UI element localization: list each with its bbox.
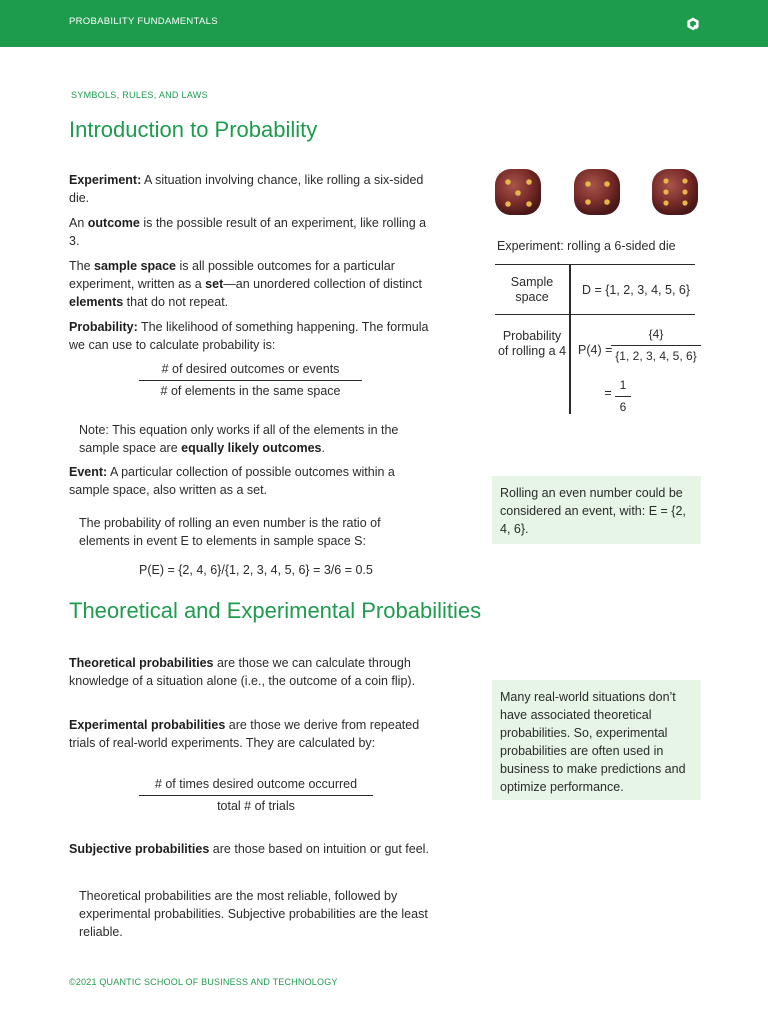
probability-definition	[69, 318, 429, 354]
intro-heading: Introduction to Probability	[69, 117, 318, 142]
page-header	[0, 0, 768, 47]
outcome-pre: An	[69, 216, 88, 230]
formula-numerator: # of desired outcomes or events	[139, 360, 362, 381]
sample-space-pre: The	[69, 259, 95, 273]
experimental-numerator: # of times desired outcome occurred	[139, 775, 373, 796]
p4-result	[615, 376, 631, 416]
p4-lhs: P(4) =	[578, 343, 613, 357]
set-term: set	[205, 277, 224, 291]
experimental-definition	[69, 716, 429, 752]
header-title: PROBABILITY FUNDAMENTALS	[69, 16, 218, 27]
experiment-term: Experiment:	[69, 173, 142, 187]
note-post: .	[321, 441, 325, 455]
page-footer: ©2021 QUANTIC SCHOOL OF BUSINESS AND TECHNOLOGY	[69, 977, 338, 987]
even-formula: P(E) = {2, 4, 6}/{1, 2, 3, 4, 5, 6} = 3/6 = 0.5	[139, 563, 373, 577]
p4-fraction	[611, 325, 701, 365]
table-top-rule	[495, 264, 695, 265]
sample-space-post: that do not repeat.	[123, 295, 229, 309]
die-four-icon	[571, 166, 623, 218]
sample-space-term: sample space	[94, 259, 177, 273]
p4-denominator: {1, 2, 3, 4, 5, 6}	[615, 349, 697, 363]
outcome-term: outcome	[87, 216, 140, 230]
quantic-logo-icon	[686, 17, 700, 31]
equally-likely-note	[79, 421, 439, 457]
sample-space-mid1: is all possible outcomes for a particular experiment, written as a	[69, 259, 395, 291]
probability-rolling-label: Probability of rolling a 4	[497, 329, 567, 358]
probability-formula	[139, 360, 362, 400]
even-example: The probability of rolling an even number is the ratio of elements in event E to elements in sample space S:	[79, 516, 381, 548]
p4-equals: =	[604, 386, 612, 400]
event-term: Event:	[69, 465, 108, 479]
formula-denominator: # of elements in the same space	[160, 384, 341, 398]
event-text: A particular collection of possible outcomes within a sample space, also written as a set.	[69, 465, 395, 497]
equally-likely-term: equally likely outcomes	[181, 441, 322, 455]
reliability-note: Theoretical probabilities are the most reliable, followed by experimental probabilities. Subjective probabilities are the least reliable.	[79, 889, 428, 939]
note-pre: Note: This equation only works if all of the elements in the sample space are	[79, 423, 399, 455]
sample-space-value: D = {1, 2, 3, 4, 5, 6}	[581, 283, 691, 297]
real-world-callout: Many real-world situations don’t have associated theoretical probabilities. So, experimental probabilities are often used in business to make predictions and optimize performance.	[492, 680, 701, 800]
outcome-text: is the possible result of an experiment, like rolling a 3.	[69, 216, 427, 248]
subjective-term: Subjective probabilities	[69, 842, 210, 856]
event-definition	[69, 463, 429, 499]
probability-text: The likelihood of something happening. The formula we can use to calculate probability is:	[69, 320, 429, 352]
sample-space-mid2: —an unordered collection of distinct	[223, 277, 422, 291]
table-mid-rule	[495, 314, 695, 315]
theoretical-definition	[69, 654, 439, 690]
sample-space-definition	[69, 257, 429, 311]
experimental-formula	[139, 775, 373, 815]
sample-space-label: Sample space	[510, 275, 554, 304]
elements-term: elements	[69, 295, 124, 309]
experimental-text: are those we derive from repeated trials of real-world experiments. They are calculated by:	[69, 718, 420, 750]
outcome-definition	[69, 214, 429, 250]
probability-term: Probability:	[69, 320, 138, 334]
die-five-icon	[492, 166, 544, 218]
even-event-callout: Rolling an even number could be considered an event, with: E = {2, 4, 6}.	[492, 476, 701, 544]
experimental-term: Experimental probabilities	[69, 718, 226, 732]
p4-result-denominator: 6	[619, 400, 627, 414]
section-label: SYMBOLS, RULES, AND LAWS	[71, 90, 208, 100]
experimental-denominator: total # of trials	[217, 799, 295, 813]
theoretical-term: Theoretical probabilities	[69, 656, 214, 670]
table-column-rule	[569, 264, 571, 414]
subjective-text: are those based on intuition or gut feel.	[209, 842, 429, 856]
theoretical-text: are those we can calculate through knowledge of a situation alone (i.e., the outcome of a coin flip).	[69, 656, 416, 688]
p4-result-numerator: 1	[615, 376, 631, 397]
experiment-definition	[69, 171, 429, 207]
die-six-icon	[649, 166, 701, 218]
p4-numerator: {4}	[611, 325, 701, 346]
theoretical-heading: Theoretical and Experimental Probabilities	[69, 598, 482, 623]
dice-caption: Experiment: rolling a 6-sided die	[497, 239, 676, 253]
experiment-text: A situation involving chance, like rolling a six-sided die.	[69, 173, 424, 205]
subjective-definition	[69, 840, 439, 858]
